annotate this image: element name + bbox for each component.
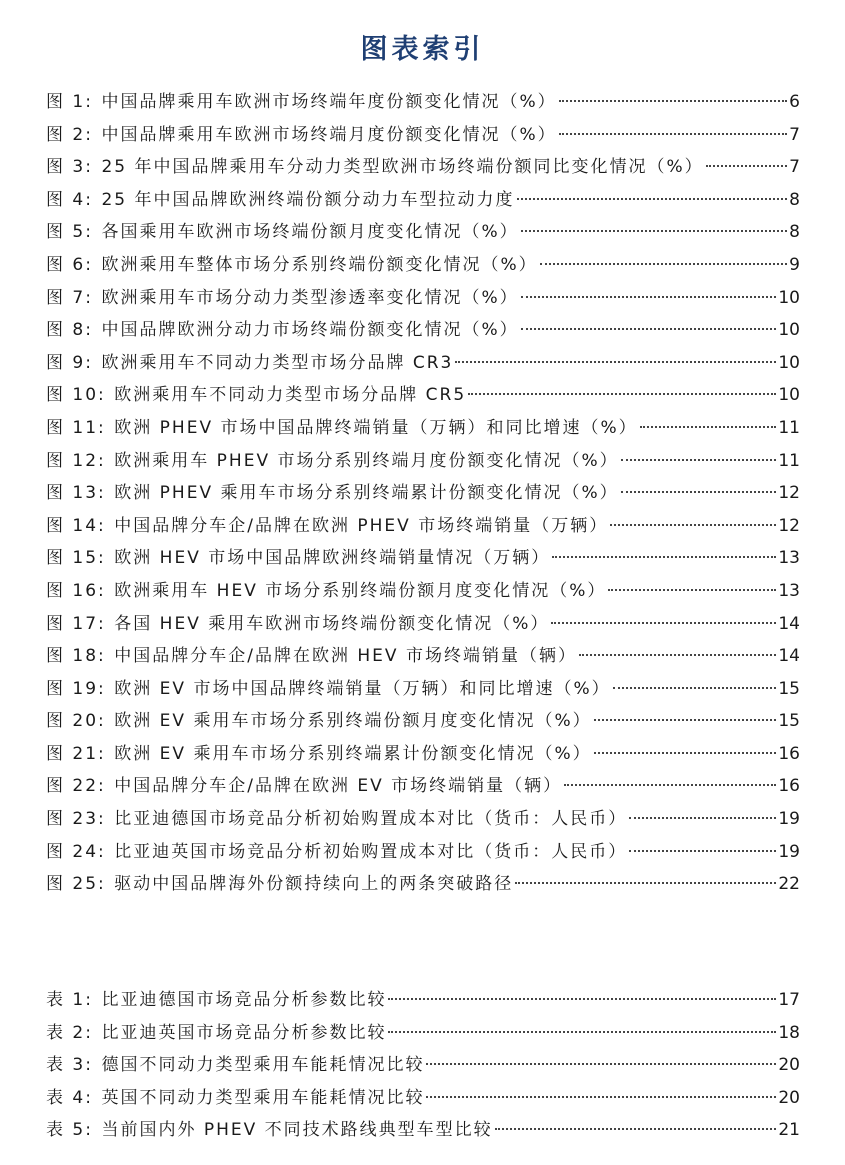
dot-leader: [621, 491, 777, 493]
table-index-entry[interactable]: [46, 1049, 800, 1082]
dot-leader: [426, 1063, 776, 1065]
figure-index-entry[interactable]: [46, 705, 800, 738]
dot-leader: [426, 1096, 776, 1098]
dot-leader: [579, 654, 776, 656]
dot-leader: [640, 426, 777, 428]
table-index-entry-number: 表 1:: [46, 990, 93, 1010]
table-index-entry-page-number: 20: [778, 1055, 800, 1076]
figure-index-entry-page-number: 10: [778, 320, 800, 341]
dot-leader: [621, 459, 777, 461]
figure-index-entry[interactable]: [46, 608, 800, 641]
figure-index-entry-number: 图 21:: [46, 743, 106, 764]
figure-index-entry-number: 图 5:: [46, 222, 93, 243]
figure-index-entry[interactable]: [46, 477, 800, 510]
figure-index-entry-title: 欧洲 EV 市场中国品牌终端销量（万辆）和同比增速（%）: [114, 678, 611, 699]
figure-index-entry-number: 图 3:: [46, 157, 93, 178]
figure-index-entry-page-number: 13: [778, 580, 800, 601]
figure-index-entry-number: 图 18:: [46, 646, 106, 667]
figure-index-entry[interactable]: [46, 445, 800, 478]
figure-index-entry-page-number: 15: [778, 678, 800, 699]
dot-leader: [521, 296, 777, 298]
table-index-entry-number: 表 5:: [46, 1120, 93, 1141]
table-index-entry[interactable]: [46, 1017, 800, 1050]
figure-index-entry[interactable]: [46, 868, 800, 901]
dot-leader: [629, 850, 776, 852]
figure-index-entry-page-number: 10: [778, 352, 800, 373]
figure-index-entry-page-number: 16: [778, 776, 800, 797]
dot-leader: [517, 198, 788, 200]
dot-leader: [610, 524, 776, 526]
dot-leader: [388, 998, 776, 1000]
figure-index-entry-page-number: 6: [789, 92, 800, 112]
figure-index-entry-title: 中国品牌乘用车欧洲市场终端年度份额变化情况（%）: [101, 92, 557, 112]
figure-index-entry-title: 驱动中国品牌海外份额持续向上的两条突破路径: [114, 874, 514, 895]
figure-index-entry-page-number: 22: [778, 874, 800, 895]
figure-index-entry-number: 图 15:: [46, 548, 106, 569]
figure-index-entry-title: 25 年中国品牌欧洲终端份额分动力车型拉动力度: [101, 189, 515, 210]
figure-index-entry-page-number: 10: [778, 287, 800, 308]
figure-index-entry[interactable]: [46, 412, 800, 445]
figure-index-entry-number: 图 10:: [46, 385, 106, 406]
figure-index-entry-number: 图 7:: [46, 287, 93, 308]
table-index-entry-page-number: 20: [778, 1087, 800, 1108]
figure-index-entry-title: 中国品牌分车企/品牌在欧洲 PHEV 市场终端销量（万辆）: [114, 515, 609, 536]
dot-leader: [594, 752, 777, 754]
dot-leader: [521, 230, 788, 232]
page-title: 图表索引: [360, 34, 485, 65]
figure-index-entry[interactable]: [46, 282, 800, 315]
figure-index-entry[interactable]: [46, 836, 800, 869]
figure-index-entry-page-number: 19: [778, 809, 800, 830]
figure-index-entry-title: 欧洲乘用车不同动力类型市场分品牌 CR5: [114, 385, 467, 406]
figure-index-entry-number: 图 8:: [46, 320, 93, 341]
figure-index-entry-number: 图 22:: [46, 776, 106, 797]
figure-index-entry[interactable]: [46, 803, 800, 836]
table-index-entry[interactable]: [46, 984, 800, 1017]
figure-index-entry-page-number: 16: [778, 743, 800, 764]
dot-leader: [608, 589, 776, 591]
figure-index-entry-number: 图 4:: [46, 189, 93, 210]
figure-index-entry-title: 中国品牌分车企/品牌在欧洲 HEV 市场终端销量（辆）: [114, 646, 577, 667]
figure-index-entry[interactable]: [46, 738, 800, 771]
figure-index-entry[interactable]: [46, 542, 800, 575]
table-index-entry-title: 比亚迪德国市场竞品分析参数比较: [101, 990, 387, 1010]
figure-index-entry-title: 各国乘用车欧洲市场终端份额月度变化情况（%）: [101, 222, 519, 243]
figure-index-entry-title: 欧洲 PHEV 乘用车市场分系别终端累计份额变化情况（%）: [114, 483, 619, 504]
figure-index-entry-page-number: 19: [778, 841, 800, 862]
figure-index-entry-page-number: 11: [778, 450, 800, 471]
figure-index-entry[interactable]: [46, 249, 800, 282]
figure-index-entry-number: 图 16:: [46, 580, 106, 601]
figure-index-entry-page-number: 14: [778, 646, 800, 667]
figure-index-entry[interactable]: [46, 770, 800, 803]
dot-leader: [495, 1128, 777, 1130]
figure-index-entry-title: 欧洲乘用车市场分动力类型渗透率变化情况（%）: [101, 287, 519, 308]
table-index-entry-number: 表 2:: [46, 1022, 93, 1043]
figure-index-entry-page-number: 14: [778, 613, 800, 634]
table-index-entry[interactable]: [46, 1114, 800, 1147]
figure-index-entry-page-number: 12: [778, 515, 800, 536]
figure-index-entry[interactable]: [46, 379, 800, 412]
dot-leader: [515, 882, 776, 884]
figure-index-entry-page-number: 7: [789, 157, 800, 178]
figure-index-entry-number: 图 17:: [46, 613, 106, 634]
figure-index-entry[interactable]: [46, 151, 800, 184]
figure-index-entry-title: 比亚迪英国市场竞品分析初始购置成本对比（货币：人民币）: [114, 841, 628, 862]
dot-leader: [594, 719, 777, 721]
table-index-entry-number: 表 4:: [46, 1087, 93, 1108]
figure-index-entry[interactable]: [46, 86, 800, 119]
dot-leader: [388, 1031, 776, 1033]
figure-index-entry-title: 中国品牌欧洲分动力市场终端份额变化情况（%）: [101, 320, 519, 341]
figure-index-entry-number: 图 20:: [46, 711, 106, 732]
figure-index-entry-number: 图 13:: [46, 483, 106, 504]
figure-index-entry-page-number: 12: [778, 483, 800, 504]
dot-leader: [559, 100, 788, 102]
table-index-entry-page-number: 17: [778, 990, 800, 1010]
dot-leader: [613, 687, 777, 689]
figure-index-entry-title: 中国品牌乘用车欧洲市场终端月度份额变化情况（%）: [101, 124, 557, 145]
figure-index-entry-page-number: 7: [789, 124, 800, 145]
figure-index-entry-title: 欧洲乘用车 HEV 市场分系别终端份额月度变化情况（%）: [114, 580, 607, 601]
table-index-entry-title: 英国不同动力类型乘用车能耗情况比较: [101, 1087, 425, 1108]
dot-leader: [455, 361, 776, 363]
figure-index-entry[interactable]: [46, 216, 800, 249]
table-index-list: [46, 984, 800, 1147]
figure-index-entry-title: 欧洲 HEV 市场中国品牌欧洲终端销量情况（万辆）: [114, 548, 551, 569]
figure-index-list: [46, 86, 800, 901]
dot-leader: [564, 784, 776, 786]
figure-index-entry-title: 各国 HEV 乘用车欧洲市场终端份额变化情况（%）: [114, 613, 550, 634]
dot-leader: [629, 817, 776, 819]
table-index-entry-title: 当前国内外 PHEV 不同技术路线典型车型比较: [101, 1120, 493, 1141]
table-index-entry-page-number: 21: [778, 1120, 800, 1141]
figure-index-entry[interactable]: [46, 510, 800, 543]
table-index-entry-page-number: 18: [778, 1022, 800, 1043]
table-index-entry-number: 表 3:: [46, 1055, 93, 1076]
dot-leader: [468, 393, 776, 395]
figure-index-entry[interactable]: [46, 673, 800, 706]
figure-index-entry-number: 图 12:: [46, 450, 106, 471]
figure-index-entry-title: 欧洲乘用车不同动力类型市场分品牌 CR3: [101, 352, 454, 373]
figure-index-entry-page-number: 10: [778, 385, 800, 406]
dot-leader: [540, 263, 788, 265]
figure-index-entry-page-number: 15: [778, 711, 800, 732]
figure-index-entry-number: 图 24:: [46, 841, 106, 862]
dot-leader: [559, 133, 788, 135]
figure-index-entry-page-number: 9: [789, 254, 800, 275]
figure-index-entry-title: 欧洲 EV 乘用车市场分系别终端份额月度变化情况（%）: [114, 711, 592, 732]
figure-index-entry-number: 图 23:: [46, 809, 106, 830]
figure-index-entry-title: 欧洲 EV 乘用车市场分系别终端累计份额变化情况（%）: [114, 743, 592, 764]
figure-index-entry-title: 欧洲乘用车 PHEV 市场分系别终端月度份额变化情况（%）: [114, 450, 619, 471]
figure-index-entry-page-number: 8: [789, 222, 800, 243]
figure-index-entry-page-number: 11: [778, 417, 800, 438]
table-index-entry-title: 比亚迪英国市场竞品分析参数比较: [101, 1022, 387, 1043]
figure-index-entry-page-number: 8: [789, 189, 800, 210]
figure-index-entry-number: 图 14:: [46, 515, 106, 536]
figure-index-entry-number: 图 25:: [46, 874, 106, 895]
figure-index-entry-title: 欧洲乘用车整体市场分系别终端份额变化情况（%）: [101, 254, 538, 275]
figure-index-entry-title: 中国品牌分车企/品牌在欧洲 EV 市场终端销量（辆）: [114, 776, 563, 797]
figure-index-entry[interactable]: [46, 119, 800, 152]
figure-index-entry-page-number: 13: [778, 548, 800, 569]
figure-index-entry-number: 图 2:: [46, 124, 93, 145]
figure-index-entry-number: 图 19:: [46, 678, 106, 699]
figure-index-entry-title: 比亚迪德国市场竞品分析初始购置成本对比（货币：人民币）: [114, 809, 628, 830]
figure-index-entry[interactable]: [46, 184, 800, 217]
dot-leader: [551, 622, 776, 624]
figure-index-entry[interactable]: [46, 640, 800, 673]
figure-index-entry-number: 图 9:: [46, 352, 93, 373]
figure-index-entry[interactable]: [46, 347, 800, 380]
figure-index-entry[interactable]: [46, 314, 800, 347]
dot-leader: [521, 328, 777, 330]
dot-leader: [552, 556, 776, 558]
dot-leader: [706, 165, 788, 167]
figure-index-entry-number: 图 11:: [46, 417, 106, 438]
figure-index-entry-number: 图 6:: [46, 254, 93, 275]
table-index-entry-title: 德国不同动力类型乘用车能耗情况比较: [101, 1055, 425, 1076]
figure-index-entry-title: 欧洲 PHEV 市场中国品牌终端销量（万辆）和同比增速（%）: [114, 417, 638, 438]
table-index-entry[interactable]: [46, 1082, 800, 1115]
figure-index-entry-number: 图 1:: [46, 92, 93, 112]
figure-index-entry-title: 25 年中国品牌乘用车分动力类型欧洲市场终端份额同比变化情况（%）: [101, 157, 704, 178]
figure-index-entry[interactable]: [46, 575, 800, 608]
